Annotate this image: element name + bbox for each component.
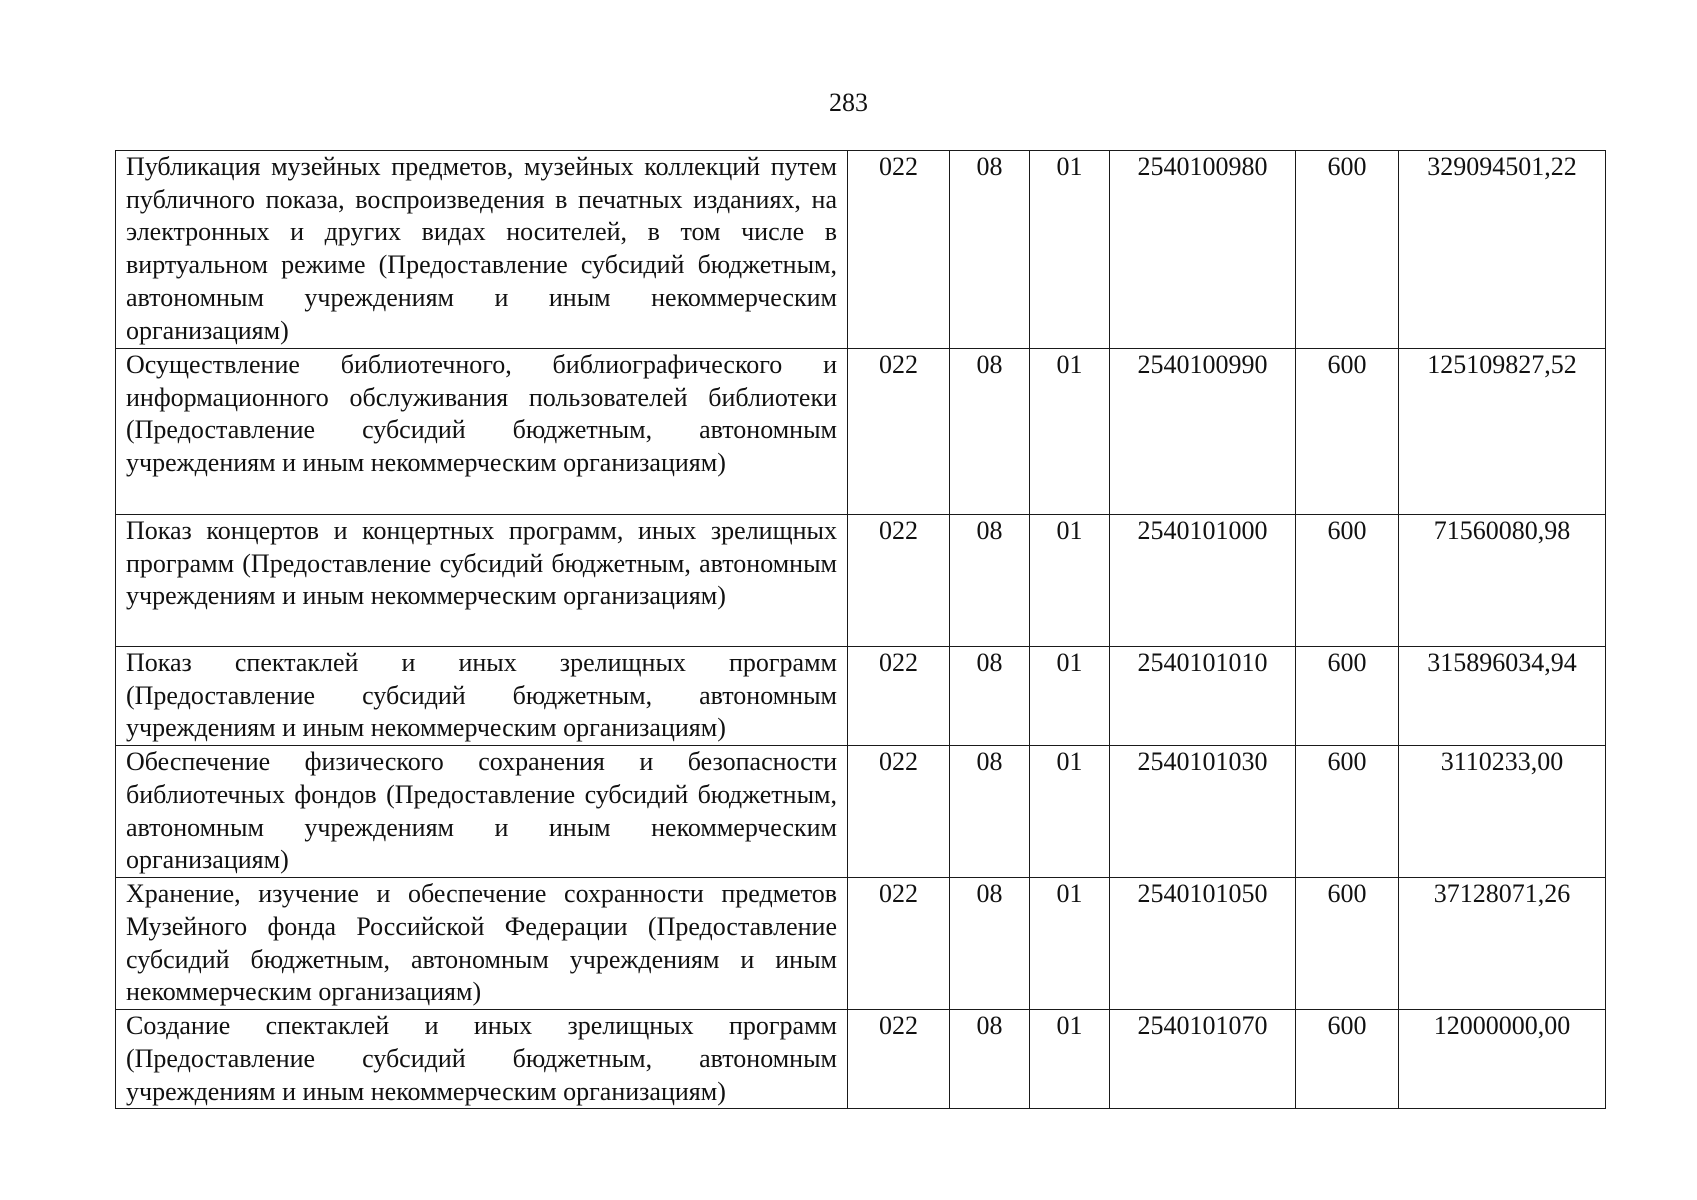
section-code: 08 <box>950 1010 1030 1109</box>
section-code: 08 <box>950 151 1030 349</box>
expense-type-code: 600 <box>1296 746 1399 878</box>
subsection-code: 01 <box>1030 1010 1110 1109</box>
expense-type-code: 600 <box>1296 349 1399 515</box>
ministry-code: 022 <box>848 746 950 878</box>
row-description: Хранение, изучение и обеспечение сохранности предметов Музейного фонда Российской Федерации (Предоставление субсидий бюджетным, автономным учреждениям и иным некоммерческим организациям) <box>116 878 848 1010</box>
target-article-code: 2540100990 <box>1110 349 1296 515</box>
amount-value: 329094501,22 <box>1399 151 1606 349</box>
expense-type-code: 600 <box>1296 1010 1399 1109</box>
row-description: Публикация музейных предметов, музейных коллекций путем публичного показа, воспроизведения в печатных изданиях, на электронных и других видах носителей, в том числе в виртуальном режиме (Предоставление субсидий бюджетным, автономным учреждениям и иным некоммерческим организациям) <box>116 151 848 349</box>
subsection-code: 01 <box>1030 746 1110 878</box>
expense-type-code: 600 <box>1296 878 1399 1010</box>
subsection-code: 01 <box>1030 647 1110 746</box>
target-article-code: 2540101000 <box>1110 515 1296 647</box>
amount-value: 37128071,26 <box>1399 878 1606 1010</box>
row-description: Осуществление библиотечного, библиографического и информационного обслуживания пользователей библиотеки (Предоставление субсидий бюджетным, автономным учреждениям и иным некоммерческим организациям) <box>116 349 848 515</box>
subsection-code: 01 <box>1030 878 1110 1010</box>
amount-value: 315896034,94 <box>1399 647 1606 746</box>
table-row <box>116 746 1606 878</box>
table-row <box>116 647 1606 746</box>
target-article-code: 2540101030 <box>1110 746 1296 878</box>
page-number: 283 <box>829 88 868 117</box>
subsection-code: 01 <box>1030 515 1110 647</box>
section-code: 08 <box>950 746 1030 878</box>
target-article-code: 2540101010 <box>1110 647 1296 746</box>
amount-value: 125109827,52 <box>1399 349 1606 515</box>
table-row <box>116 1010 1606 1109</box>
ministry-code: 022 <box>848 647 950 746</box>
table-row <box>116 878 1606 1010</box>
amount-value: 71560080,98 <box>1399 515 1606 647</box>
amount-value: 12000000,00 <box>1399 1010 1606 1109</box>
budget-table <box>115 150 1606 1109</box>
ministry-code: 022 <box>848 151 950 349</box>
expense-type-code: 600 <box>1296 647 1399 746</box>
row-description: Показ концертов и концертных программ, иных зрелищных программ (Предоставление субсидий бюджетным, автономным учреждениям и иным некоммерческим организациям) <box>116 515 848 647</box>
section-code: 08 <box>950 515 1030 647</box>
ministry-code: 022 <box>848 349 950 515</box>
section-code: 08 <box>950 647 1030 746</box>
section-code: 08 <box>950 349 1030 515</box>
ministry-code: 022 <box>848 515 950 647</box>
target-article-code: 2540101070 <box>1110 1010 1296 1109</box>
row-description: Создание спектаклей и иных зрелищных программ (Предоставление субсидий бюджетным, автономным учреждениям и иным некоммерческим организациям) <box>116 1010 848 1109</box>
table-row <box>116 151 1606 349</box>
ministry-code: 022 <box>848 1010 950 1109</box>
subsection-code: 01 <box>1030 349 1110 515</box>
expense-type-code: 600 <box>1296 151 1399 349</box>
table-row <box>116 515 1606 647</box>
table-row <box>116 349 1606 515</box>
subsection-code: 01 <box>1030 151 1110 349</box>
row-description: Обеспечение физического сохранения и безопасности библиотечных фондов (Предоставление субсидий бюджетным, автономным учреждениям и иным некоммерческим организациям) <box>116 746 848 878</box>
section-code: 08 <box>950 878 1030 1010</box>
ministry-code: 022 <box>848 878 950 1010</box>
target-article-code: 2540100980 <box>1110 151 1296 349</box>
amount-value: 3110233,00 <box>1399 746 1606 878</box>
expense-type-code: 600 <box>1296 515 1399 647</box>
target-article-code: 2540101050 <box>1110 878 1296 1010</box>
row-description: Показ спектаклей и иных зрелищных программ (Предоставление субсидий бюджетным, автономным учреждениям и иным некоммерческим организациям) <box>116 647 848 746</box>
